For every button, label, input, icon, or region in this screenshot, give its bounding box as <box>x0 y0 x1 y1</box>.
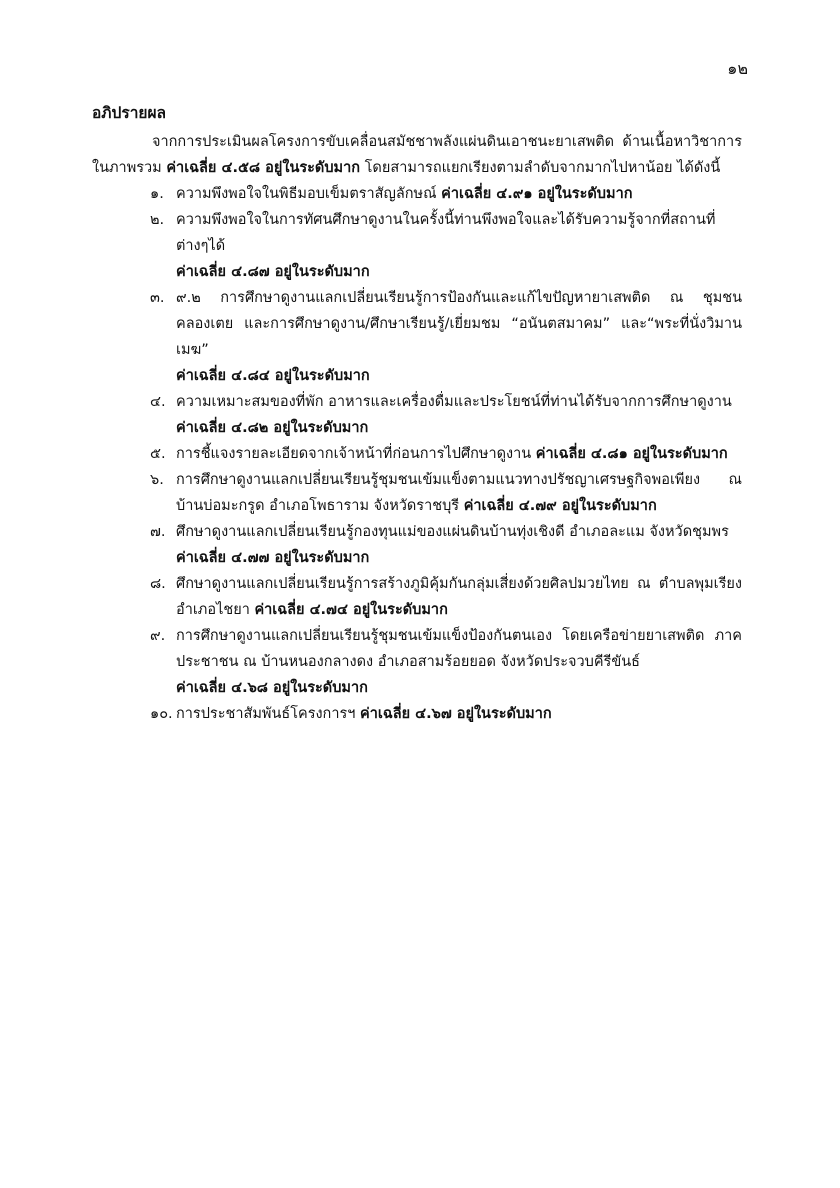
item-average: ค่าเฉลี่ย ๔.๘๔ อยู่ในระดับมาก <box>176 368 370 384</box>
item-number: ๖. <box>150 472 164 488</box>
intro-average: ค่าเฉลี่ย ๔.๕๘ อยู่ในระดับมาก <box>166 160 361 176</box>
item-text: ศึกษาดูงานแลกเปลี่ยนเรียนรู้การสร้างภูมิคุ้มกันกลุ่มเสี่ยงด้วยศิลปมวยไทย ณ ตำบลพุมเรียง อำเภอไชยา <box>176 576 742 618</box>
item-average: ค่าเฉลี่ย ๔.๘๒ อยู่ในระดับมาก <box>176 420 369 436</box>
item-text: ๙.๒ การศึกษาดูงานแลกเปลี่ยนเรียนรู้การป้องกันและแก้ไขปัญหายาเสพติด ณ ชุมชนคลองเตย และการศึกษาดูงาน/ศึกษาเรียนรู้/เยี่ยมชม “อนันตสมาคม” และ“พระที่นั่งวิมานเมฆ” <box>176 290 742 358</box>
item-text: การศึกษาดูงานแลกเปลี่ยนเรียนรู้ชุมชนเข้มแข็งตามแนวทางปรัชญาเศรษฐกิจพอเพียง ณ บ้านบ่อมะกรูด อำเภอโพธาราม จังหวัดราชบุรี <box>176 472 742 514</box>
intro-lead: จากการประเมินผลโครงการขับเคลื่อนสมัชชาพลังแผ่นดินเอาชนะยาเสพติด ด้านเนื้อหาวิชาการในภาพรวม <box>92 134 742 176</box>
list-item <box>92 623 742 701</box>
intro-tail: โดยสามารถแยกเรียงตามลำดับจากมากไปหาน้อย ได้ดังนี้ <box>364 160 721 176</box>
item-average: ค่าเฉลี่ย ๔.๗๗ อยู่ในระดับมาก <box>176 550 370 566</box>
item-text: ศึกษาดูงานแลกเปลี่ยนเรียนรู้กองทุนแม่ของแผ่นดินบ้านทุ่งเชิงดี อำเภอละแม จังหวัดชุมพร <box>176 524 729 540</box>
item-number: ๒. <box>150 212 165 228</box>
item-number: ๓. <box>150 290 165 306</box>
list-item <box>92 519 742 571</box>
item-text: การศึกษาดูงานแลกเปลี่ยนเรียนรู้ชุมชนเข้มแข็งป้องกันตนเอง โดยเครือข่ายยาเสพติด ภาคประชาชน ณ บ้านหนองกลางดง อำเภอสามร้อยยอด จังหวัดประจวบคีรีขันธ์ <box>176 628 742 670</box>
item-text: ความพึงพอใจในพิธีมอบเข็มตราสัญลักษณ์ <box>176 186 437 202</box>
item-number: ๗. <box>150 524 166 540</box>
item-number: ๙. <box>150 628 166 644</box>
item-text: การชี้แจงรายละเอียดจากเจ้าหน้าที่ก่อนการไปศึกษาดูงาน <box>176 446 532 462</box>
list-item <box>92 467 742 519</box>
item-average: ค่าเฉลี่ย ๔.๙๑ อยู่ในระดับมาก <box>441 186 633 202</box>
item-number: ๑. <box>150 186 164 202</box>
section-heading: อภิปรายผล <box>92 104 167 122</box>
list-item <box>92 285 742 389</box>
item-text: ความพึงพอใจในการทัศนศึกษาดูงานในครั้งนี้ท่านพึงพอใจและได้รับความรู้จากที่สถานที่ต่างๆได้ <box>176 212 716 254</box>
item-average: ค่าเฉลี่ย ๔.๘๑ อยู่ในระดับมาก <box>535 446 728 462</box>
item-average: ค่าเฉลี่ย ๔.๗๔ อยู่ในระดับมาก <box>254 602 448 618</box>
item-text: ความเหมาะสมของที่พัก อาหารและเครื่องดื่มและประโยชน์ที่ท่านได้รับจากการศึกษาดูงาน <box>176 394 732 410</box>
results-list <box>92 181 742 727</box>
list-item <box>92 207 742 285</box>
page-number: ๑๒ <box>727 59 748 78</box>
item-average: ค่าเฉลี่ย ๔.๗๙ อยู่ในระดับมาก <box>463 498 657 514</box>
intro-paragraph <box>92 129 742 181</box>
list-item <box>92 389 742 441</box>
item-number: ๔. <box>150 394 166 410</box>
item-average: ค่าเฉลี่ย ๔.๖๗ อยู่ในระดับมาก <box>360 706 552 722</box>
item-number: ๘. <box>150 576 166 592</box>
list-item <box>92 571 742 623</box>
item-number: ๑๐. <box>150 706 173 722</box>
list-item <box>92 181 742 207</box>
item-number: ๕. <box>150 446 166 462</box>
document-body <box>92 100 742 727</box>
item-text: การประชาสัมพันธ์โครงการฯ <box>176 706 356 722</box>
list-item <box>92 701 742 727</box>
item-average: ค่าเฉลี่ย ๔.๖๘ อยู่ในระดับมาก <box>176 680 368 696</box>
item-average: ค่าเฉลี่ย ๔.๘๗ อยู่ในระดับมาก <box>176 264 370 280</box>
list-item <box>92 441 742 467</box>
